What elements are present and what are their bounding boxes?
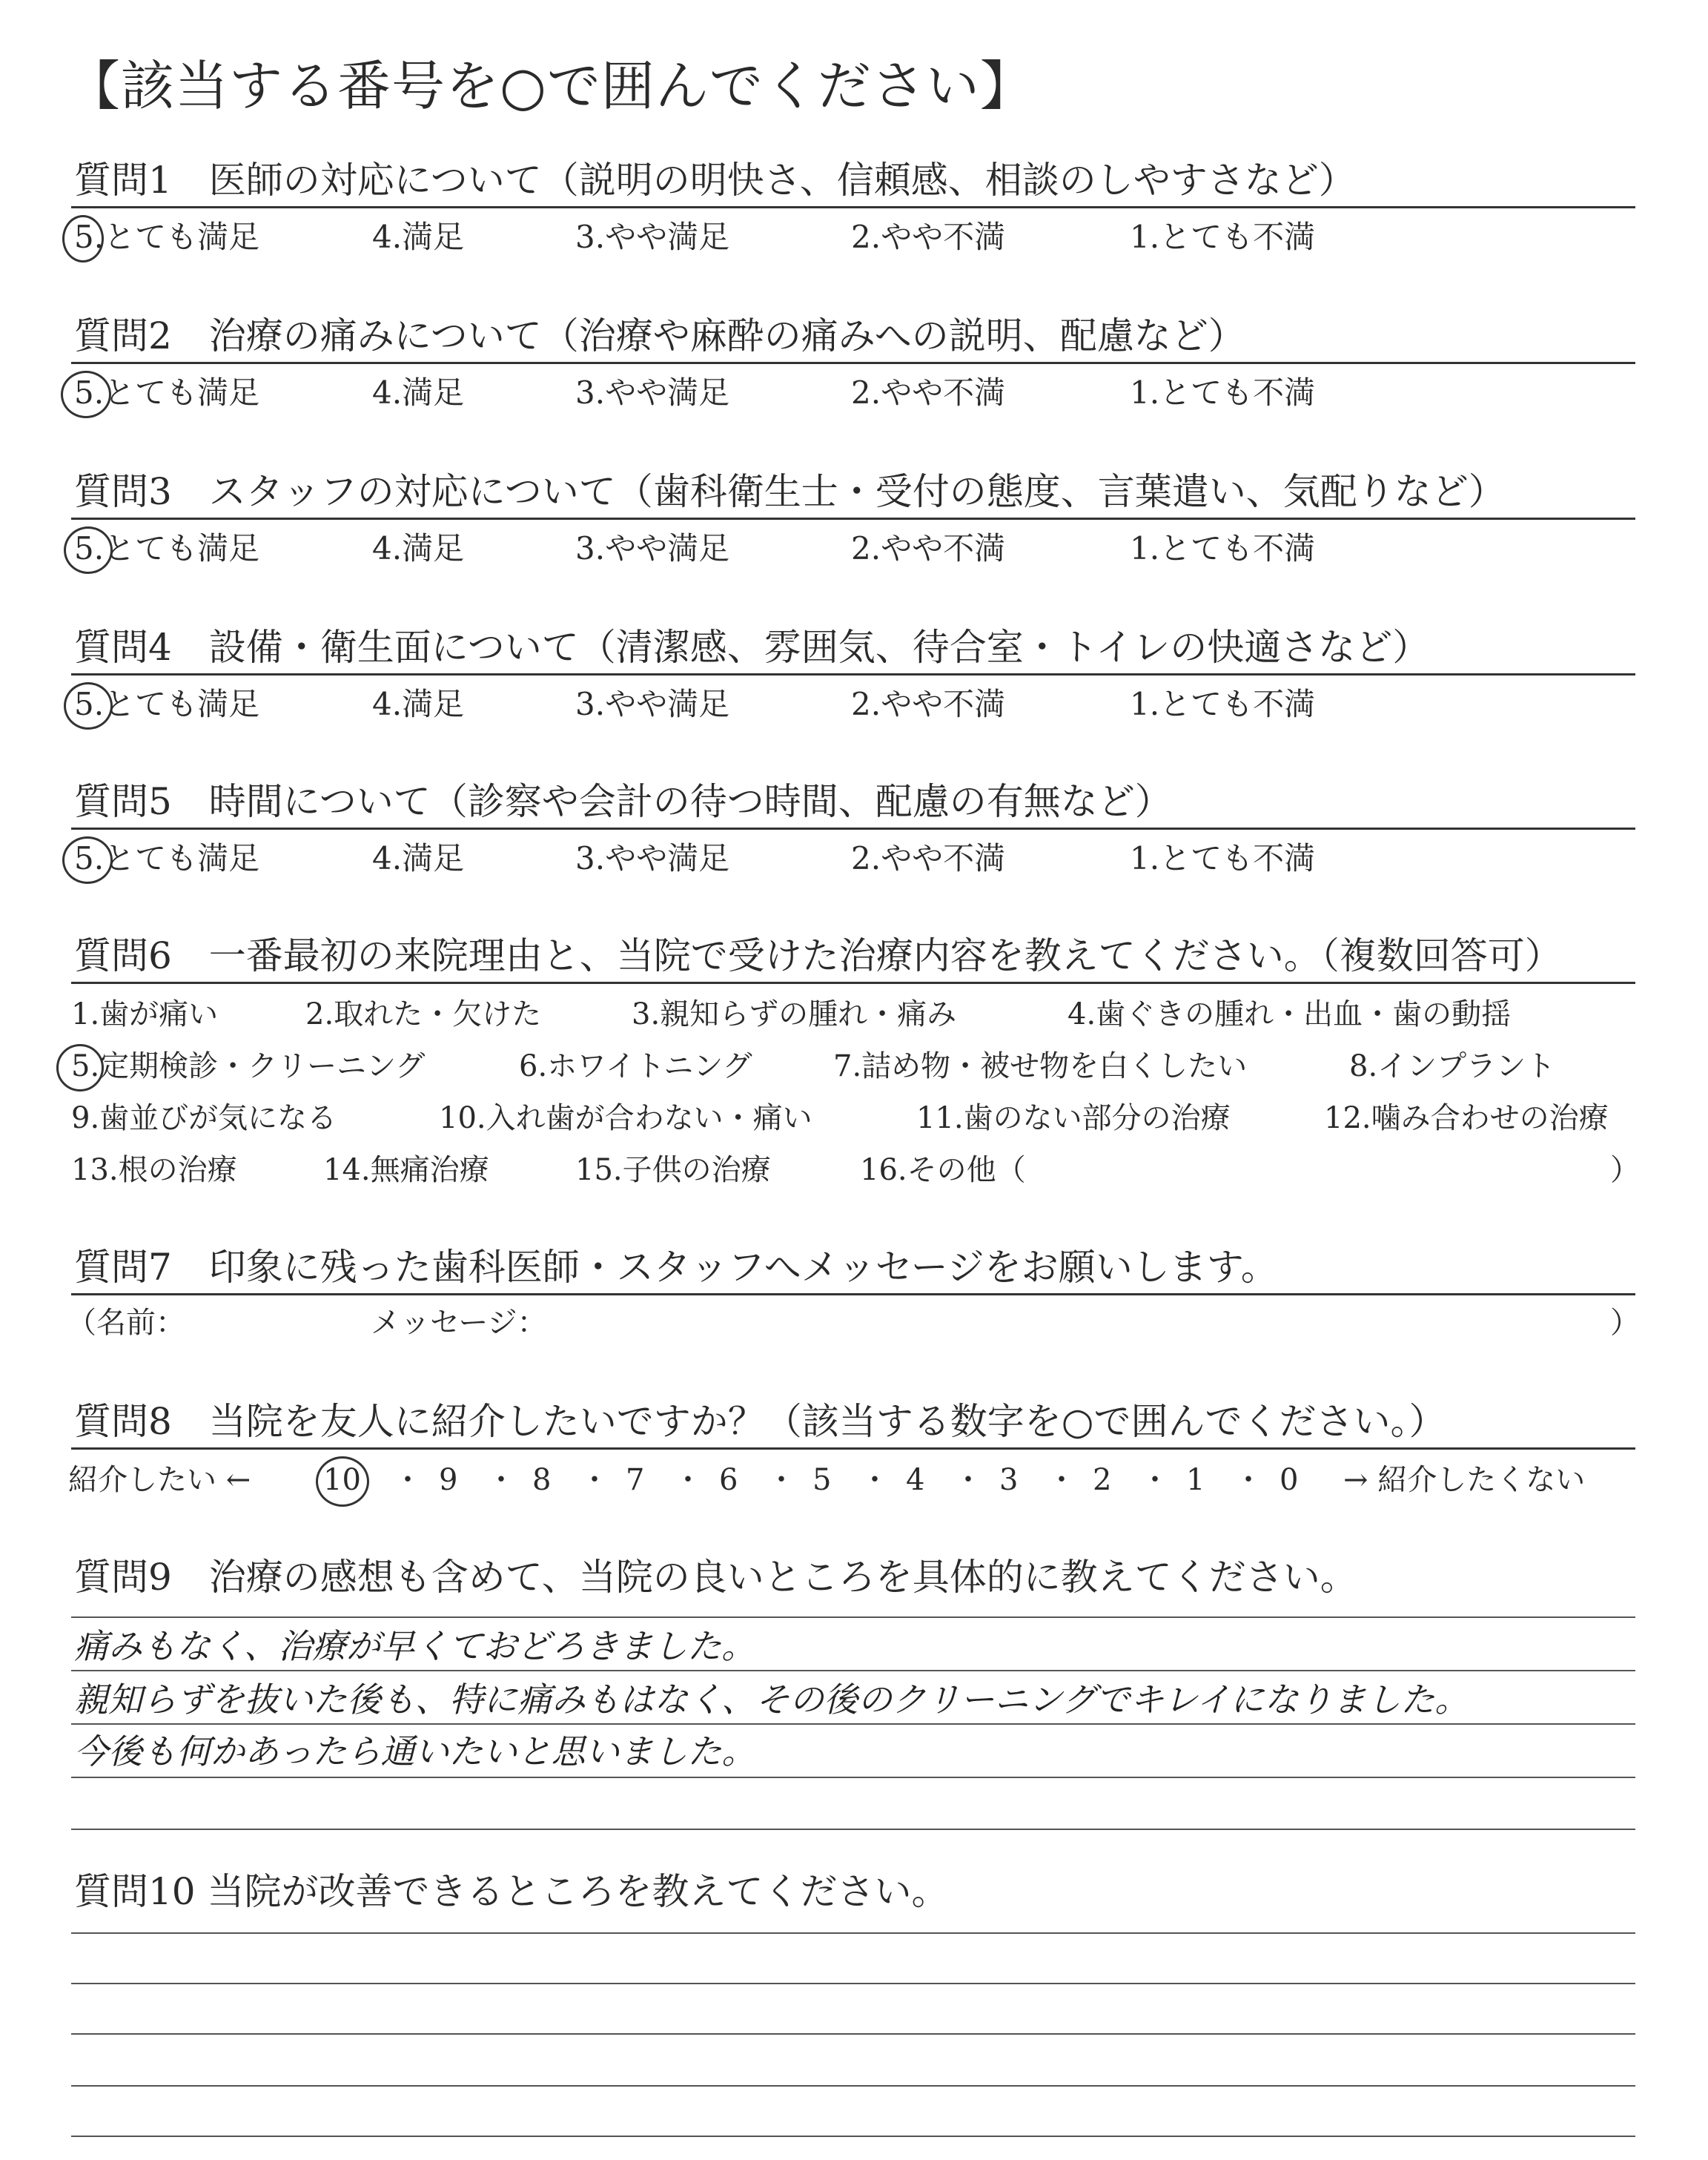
question-1-options — [0, 217, 1708, 258]
name-field-label[interactable]: （名前： — [67, 1306, 185, 1340]
answer-line — [71, 1932, 1635, 1934]
recommend-right-label: → 紹介したくない — [1343, 1463, 1586, 1497]
handwritten-answer-line-1: 痛みもなく、治療が早くておどろきました。 — [74, 1626, 756, 1666]
rating-option-1[interactable]: 1.とても不満 — [1130, 840, 1316, 876]
handwritten-answer-line-2: 親知らずを抜いた後も、特に痛みもはなく、その後のクリーニングでキレイになりました。 — [74, 1680, 1469, 1720]
question-4-title: 質問4 設備・衛生面について（清潔感、雰囲気、待合室・トイレの快適さなど） — [74, 626, 1430, 669]
scale-value-4[interactable]: 4 — [906, 1463, 925, 1497]
other-close-paren: ） — [1610, 1153, 1640, 1187]
rating-option-1[interactable]: 1.とても不満 — [1130, 686, 1316, 722]
scale-separator: ・ — [953, 1463, 983, 1497]
question-2-rule — [71, 362, 1635, 364]
rating-option-3[interactable]: 3.やや満足 — [575, 840, 730, 876]
scale-separator: ・ — [767, 1463, 796, 1497]
rating-option-3[interactable]: 3.やや満足 — [575, 530, 730, 567]
reason-option-5[interactable]: 5.定期検診・クリーニング — [71, 1049, 426, 1083]
scale-separator: ・ — [673, 1463, 703, 1497]
question-9-title: 質問9 治療の感想も含めて、当院の良いところを具体的に教えてください。 — [74, 1556, 1357, 1599]
question-4-options — [0, 684, 1708, 725]
scale-separator: ・ — [580, 1463, 609, 1497]
rating-option-4[interactable]: 4.満足 — [372, 840, 465, 876]
scale-value-3[interactable]: 3 — [999, 1463, 1019, 1497]
reason-option-7[interactable]: 7.詰め物・被せ物を白くしたい — [833, 1049, 1248, 1083]
answer-line — [71, 2136, 1635, 2137]
reason-option-13[interactable]: 13.根の治療 — [71, 1153, 237, 1187]
question-4-rule — [71, 673, 1635, 676]
question-1-title: 質問1 医師の対応について（説明の明快さ、信頼感、相談のしやすさなど） — [74, 159, 1356, 202]
reason-option-11[interactable]: 11.歯のない部分の治療 — [916, 1101, 1231, 1135]
question-6-options-row-3 — [0, 1097, 1708, 1139]
handwritten-answer-line-3: 今後も何かあったら通いたいと思いました。 — [74, 1731, 756, 1771]
rating-option-2[interactable]: 2.やや不満 — [851, 374, 1006, 411]
rating-option-3[interactable]: 3.やや満足 — [575, 219, 730, 255]
rating-option-1[interactable]: 1.とても不満 — [1130, 219, 1316, 255]
rating-option-3[interactable]: 3.やや満足 — [575, 374, 730, 411]
reason-option-1[interactable]: 1.歯が痛い — [71, 997, 219, 1031]
question-1-rule — [71, 206, 1635, 208]
scale-value-9[interactable]: 9 — [439, 1463, 458, 1497]
answer-line — [71, 1723, 1635, 1725]
question-8-rule — [71, 1447, 1635, 1450]
message-field-label[interactable]: メッセージ： — [371, 1306, 547, 1340]
reason-option-15[interactable]: 15.子供の治療 — [575, 1153, 771, 1187]
rating-option-2[interactable]: 2.やや不満 — [851, 530, 1006, 567]
answer-line — [71, 1616, 1635, 1618]
rating-option-5[interactable]: 5.とても満足 — [74, 219, 260, 255]
rating-option-5[interactable]: 5.とても満足 — [74, 374, 260, 411]
rating-option-4[interactable]: 4.満足 — [372, 219, 465, 255]
answer-line — [71, 1829, 1635, 1830]
scale-separator: ・ — [860, 1463, 890, 1497]
scale-separator: ・ — [486, 1463, 516, 1497]
scale-value-7[interactable]: 7 — [626, 1463, 645, 1497]
rating-option-5[interactable]: 5.とても満足 — [74, 840, 260, 876]
rating-option-4[interactable]: 4.満足 — [372, 530, 465, 567]
scale-separator: ・ — [393, 1463, 423, 1497]
question-2-title: 質問2 治療の痛みについて（治療や麻酔の痛みへの説明、配慮など） — [74, 314, 1245, 357]
scale-value-10[interactable]: 10 — [323, 1463, 361, 1497]
question-6-options-row-4 — [0, 1149, 1708, 1191]
rating-option-4[interactable]: 4.満足 — [372, 686, 465, 722]
answer-line — [71, 2085, 1635, 2087]
question-3-title: 質問3 スタッフの対応について（歯科衛生士・受付の態度、言葉遣い、気配りなど） — [74, 470, 1506, 513]
reason-option-12[interactable]: 12.噛み合わせの治療 — [1324, 1101, 1609, 1135]
question-8-title: 質問8 当院を友人に紹介したいですか？（該当する数字を○で囲んでください。） — [74, 1400, 1446, 1443]
scale-separator: ・ — [1140, 1463, 1170, 1497]
scale-value-0[interactable]: 0 — [1280, 1463, 1299, 1497]
question-7-title: 質問7 印象に残った歯科医師・スタッフへメッセージをお願いします。 — [74, 1246, 1278, 1289]
rating-option-2[interactable]: 2.やや不満 — [851, 686, 1006, 722]
scale-separator: ・ — [1234, 1463, 1263, 1497]
reason-option-14[interactable]: 14.無痛治療 — [323, 1153, 489, 1187]
reason-option-9[interactable]: 9.歯並びが気になる — [71, 1101, 337, 1135]
recommend-left-label: 紹介したい ← — [68, 1463, 251, 1497]
answer-line — [71, 1983, 1635, 1984]
answer-line — [71, 2033, 1635, 2035]
rating-option-4[interactable]: 4.満足 — [372, 374, 465, 411]
question-5-title: 質問5 時間について（診察や会計の待つ時間、配慮の有無など） — [74, 780, 1172, 823]
reason-option-8[interactable]: 8.インプラント — [1349, 1049, 1556, 1083]
message-close-paren: ） — [1610, 1306, 1640, 1340]
rating-option-1[interactable]: 1.とても不満 — [1130, 374, 1316, 411]
scale-value-5[interactable]: 5 — [812, 1463, 832, 1497]
reason-option-10[interactable]: 10.入れ歯が合わない・痛い — [439, 1101, 812, 1135]
survey-instruction-title: 【該当する番号を○で囲んでください】 — [67, 55, 1034, 117]
question-7-rule — [71, 1293, 1635, 1295]
question-6-options-row-2 — [0, 1046, 1708, 1087]
question-5-options — [0, 838, 1708, 879]
reason-option-2[interactable]: 2.取れた・欠けた — [305, 997, 542, 1031]
reason-option-4[interactable]: 4.歯ぐきの腫れ・出血・歯の動揺 — [1068, 997, 1512, 1031]
rating-option-2[interactable]: 2.やや不満 — [851, 219, 1006, 255]
answer-line — [71, 1670, 1635, 1671]
question-3-options — [0, 528, 1708, 569]
reason-option-16-other[interactable]: 16.その他（ — [860, 1153, 1026, 1187]
rating-option-5[interactable]: 5.とても満足 — [74, 686, 260, 722]
reason-option-3[interactable]: 3.親知らずの腫れ・痛み — [632, 997, 957, 1031]
rating-option-3[interactable]: 3.やや満足 — [575, 686, 730, 722]
question-5-rule — [71, 828, 1635, 830]
question-10-title: 質問10 当院が改善できるところを教えてください。 — [74, 1870, 949, 1913]
question-6-title: 質問6 一番最初の来院理由と、当院で受けた治療内容を教えてください。（複数回答可） — [74, 934, 1562, 977]
scale-value-1[interactable]: 1 — [1186, 1463, 1205, 1497]
rating-option-2[interactable]: 2.やや不満 — [851, 840, 1006, 876]
scale-value-8[interactable]: 8 — [532, 1463, 552, 1497]
reason-option-6[interactable]: 6.ホワイトニング — [519, 1049, 752, 1083]
scale-separator: ・ — [1047, 1463, 1076, 1497]
scale-value-2[interactable]: 2 — [1093, 1463, 1112, 1497]
rating-option-1[interactable]: 1.とても不満 — [1130, 530, 1316, 567]
answer-line — [71, 1777, 1635, 1778]
question-7-fields — [0, 1302, 1708, 1344]
recommend-scale — [0, 1459, 1708, 1501]
question-6-options-row-1 — [0, 994, 1708, 1035]
rating-option-5[interactable]: 5.とても満足 — [74, 530, 260, 567]
question-3-rule — [71, 518, 1635, 520]
question-2-options — [0, 372, 1708, 414]
question-6-rule — [71, 982, 1635, 984]
scale-value-6[interactable]: 6 — [719, 1463, 738, 1497]
